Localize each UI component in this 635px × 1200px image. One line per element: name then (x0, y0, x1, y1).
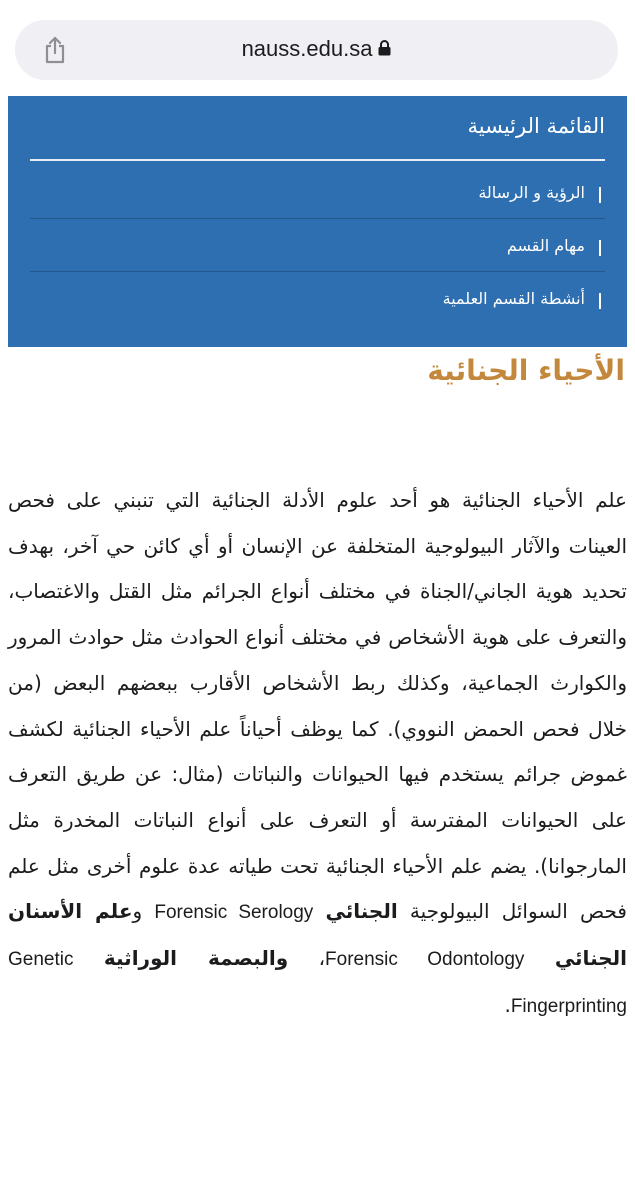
menu-item-department-tasks[interactable] (30, 219, 605, 272)
menu-item-vision-mission[interactable] (30, 166, 605, 219)
page-title: الأحياء الجنائية (427, 354, 625, 387)
url-text: nauss.edu.sa (241, 36, 373, 61)
article-body (8, 478, 627, 1029)
conjunction: و (132, 899, 155, 924)
menu-item-label: الرؤية و الرسالة (478, 182, 585, 202)
term-serology-ar: الجنائي (325, 899, 398, 924)
menu-item-marker (599, 187, 601, 203)
menu-title: القائمة الرئيسية (467, 114, 605, 138)
main-menu (8, 96, 627, 347)
menu-item-label: مهام القسم (506, 235, 585, 255)
menu-divider (30, 159, 605, 161)
menu-item-label: أنشطة القسم العلمية (442, 288, 585, 308)
menu-item-marker (599, 293, 601, 309)
article-paragraph: علم الأحياء الجنائية هو أحد علوم الأدلة الجنائية التي تنبني على فحص العينات والآثار البيولوجية المتخلفة عن الإنسان أو أي كائن حي آخر، بهدف تحديد هوية الجاني/الجناة في مختلف أنواع الجرائم مثل القتل والاغتصاب، والتعرف على هوية الأشخاص في مختلف أنواع الحوادث مثل حوادث المرور والكوارث الجماعية، وكذلك ربط الأشخاص الأقارب ببعضهم البعض (من خلال فحص الحمض النووي). كما يوظف أحياناً علم الأحياء الجنائية لكشف غموض جرائم يستخدم فيها الحيوانات والنباتات (مثال: عن طريق التعرف على الحيوانات المفترسة أو التعرف على أنواع النباتات المخدرة مثل المارجوانا). يضم علم الأحياء الجنائية تحت طياته عدة علوم أخرى مثل علم فحص السوائل البيولوجية (8, 488, 627, 924)
separator: ، (288, 946, 326, 971)
term-serology-en: Forensic Serology (154, 902, 314, 924)
menu-item-marker (599, 240, 601, 256)
browser-toolbar (0, 0, 635, 96)
term-odontology-ar: علم الأسنان الجنائي (8, 899, 628, 971)
period: . (504, 992, 511, 1017)
menu-item-scientific-activities[interactable] (30, 272, 605, 324)
lock-icon (378, 40, 391, 56)
term-odontology-en: Forensic Odontology (325, 949, 525, 971)
url-display[interactable] (15, 36, 618, 62)
address-bar[interactable] (15, 20, 618, 80)
term-fingerprinting-en: Genetic Fingerprinting (8, 949, 627, 1017)
term-fingerprinting-ar: والبصمة الوراثية (103, 946, 289, 971)
